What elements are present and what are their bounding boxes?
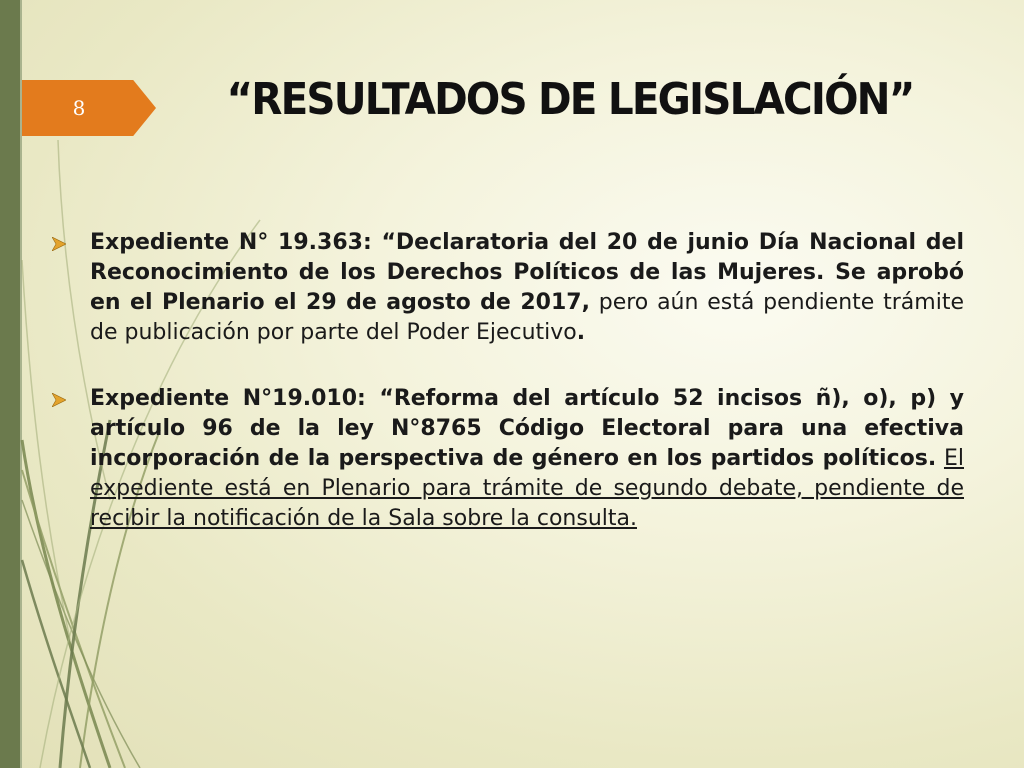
slide-content [50, 228, 964, 534]
slide-title: “RESULTADOS DE LEGISLACIÓN” [226, 74, 914, 125]
bullet-bold-comma: , [581, 290, 590, 315]
bullet-underlined-text: El expediente está en Plenario para trámite de segundo debate, pendiente de recibir la notificación de la Sala sobre la consulta. [90, 446, 964, 531]
arrow-bullet-icon [52, 393, 66, 407]
arrow-bullet-icon [52, 237, 66, 251]
bullet-space [936, 446, 944, 471]
bullet-normal-text: pero aún está pendiente trámite de publicación por parte del Poder Ejecutivo [90, 290, 964, 345]
bullet-bold-text: Expediente N°19.010: “Reforma del artículo 52 incisos ñ), o), p) y artículo 96 de la ley N°8765 Código Electoral para una efectiva incorporación de la perspectiva de género en los partidos políticos. [90, 386, 964, 471]
bullet-bold-end: . [576, 320, 586, 345]
slide-number: 8 [72, 96, 86, 120]
bullet-item-expediente-19363 [50, 228, 964, 348]
bullet-bold-text: Expediente N° 19.363: “Declaratoria del 20 de junio Día Nacional del Reconocimiento de los Derechos Políticos de las Mujeres. Se aprobó en el Plenario el 29 de agosto de 2017 [90, 230, 964, 315]
bullet-item-expediente-19010 [50, 384, 964, 534]
